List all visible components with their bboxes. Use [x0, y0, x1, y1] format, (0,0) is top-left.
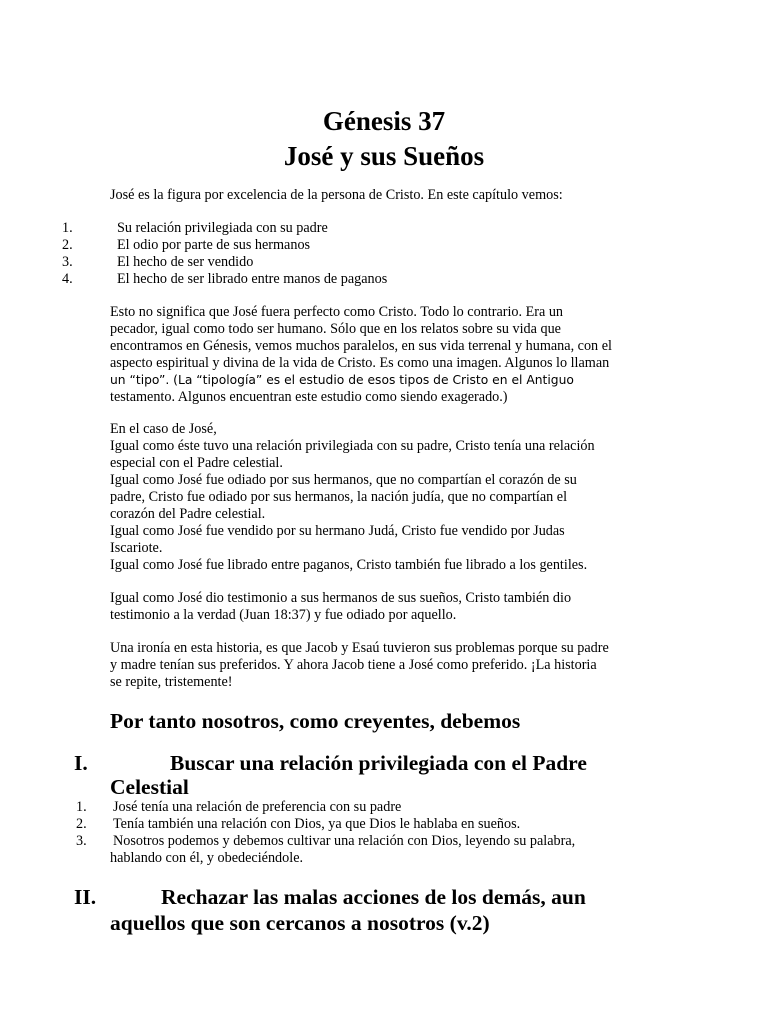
- conclusion-heading: Por tanto nosotros, como creyentes, debemos: [110, 709, 521, 733]
- list-text: José tenía una relación de preferencia con su padre: [113, 799, 402, 815]
- list-number: 2.: [76, 816, 87, 832]
- title-line-2: José y sus Sueños: [283, 141, 485, 171]
- paragraph-line: Igual como José fue vendido por su hermano Judá, Cristo fue vendido por Judas: [110, 523, 565, 539]
- paragraph-line: Igual como José fue librado entre paganos, Cristo también fue librado a los gentiles.: [110, 557, 588, 573]
- paragraph-line: Igual como éste tuvo una relación privilegiada con su padre, Cristo tenía una relación: [110, 438, 595, 454]
- paragraph-line: Una ironía en esta historia, es que Jacob y Esaú tuvieron sus problemas porque su padre: [110, 640, 609, 656]
- section-1-numeral: I.: [74, 751, 88, 775]
- paragraph-line: aspecto espiritual y divina de la vida de Cristo. Es como una imagen. Algunos lo llaman: [110, 355, 610, 371]
- list-item-continuation: hablando con él, y obedeciéndole.: [110, 850, 304, 866]
- section-2-numeral: II.: [74, 885, 97, 909]
- paragraph-line: testimonio a la verdad (Juan 18:37) y fue odiado por aquello.: [110, 607, 457, 623]
- list-text: El hecho de ser vendido: [117, 254, 254, 270]
- intro-paragraph: José es la figura por excelencia de la persona de Cristo. En este capítulo vemos:: [110, 187, 563, 203]
- list-text: Su relación privilegiada con su padre: [117, 220, 328, 236]
- list-text: Tenía también una relación con Dios, ya que Dios le hablaba en sueños.: [113, 816, 521, 832]
- paragraph-line: y madre tenían sus preferidos. Y ahora Jacob tiene a José como preferido. ¡La historia: [110, 657, 597, 673]
- paragraph-line: se repite, tristemente!: [110, 674, 233, 690]
- paragraph-line: Esto no significa que José fuera perfecto como Cristo. Todo lo contrario. Era un: [110, 304, 564, 320]
- paragraph-line: En el caso de José,: [110, 421, 217, 437]
- list-number: 1.: [62, 220, 73, 236]
- list-number: 1.: [76, 799, 87, 815]
- section-1-heading: Buscar una relación privilegiada con el Padre: [170, 751, 587, 775]
- paragraph-irony: [110, 640, 670, 691]
- paragraph-line: encontramos en Génesis, vemos muchos paralelos, en sus vida terrenal y humana, con el: [110, 338, 612, 354]
- paragraph-line: un “tipo”. (La “tipología” es el estudio de esos tipos de Cristo en el Antiguo: [110, 373, 574, 387]
- list-text: El hecho de ser librado entre manos de paganos: [117, 271, 388, 287]
- paragraph-line: Igual como José dio testimonio a sus hermanos de sus sueños, Cristo también dio: [110, 590, 572, 606]
- paragraph-line: especial con el Padre celestial.: [110, 455, 283, 471]
- paragraph-line: testamento. Algunos encuentran este estudio como siendo exagerado.): [110, 389, 508, 405]
- paragraph-testimony: [110, 590, 670, 624]
- section-1-heading-cont: Celestial: [110, 775, 189, 799]
- paragraph-line: padre, Cristo fue odiado por sus hermanos, la nación judía, que no compartían el: [110, 489, 568, 505]
- list-number: 2.: [62, 237, 73, 253]
- list-number: 3.: [76, 833, 87, 849]
- paragraph-typology: [110, 304, 670, 406]
- paragraph-line: pecador, igual como todo ser humano. Sólo que en los relatos sobre su vida que: [110, 321, 561, 337]
- list-number: 3.: [62, 254, 73, 270]
- paragraph-line: Igual como José fue odiado por sus hermanos, que no compartían el corazón de su: [110, 472, 577, 488]
- list-text: El odio por parte de sus hermanos: [117, 237, 311, 253]
- section-2-heading: Rechazar las malas acciones de los demás, aun: [161, 885, 586, 909]
- section-2-heading-cont: aquellos que son cercanos a nosotros (v.2): [110, 911, 490, 935]
- list-number: 4.: [62, 271, 73, 287]
- paragraph-line: corazón del Padre celestial.: [110, 506, 266, 522]
- paragraph-parallels: [110, 421, 670, 574]
- list-text: Nosotros podemos y debemos cultivar una relación con Dios, leyendo su palabra,: [113, 833, 576, 849]
- title-line-1: Génesis 37: [322, 106, 446, 136]
- paragraph-line: Iscariote.: [110, 540, 163, 556]
